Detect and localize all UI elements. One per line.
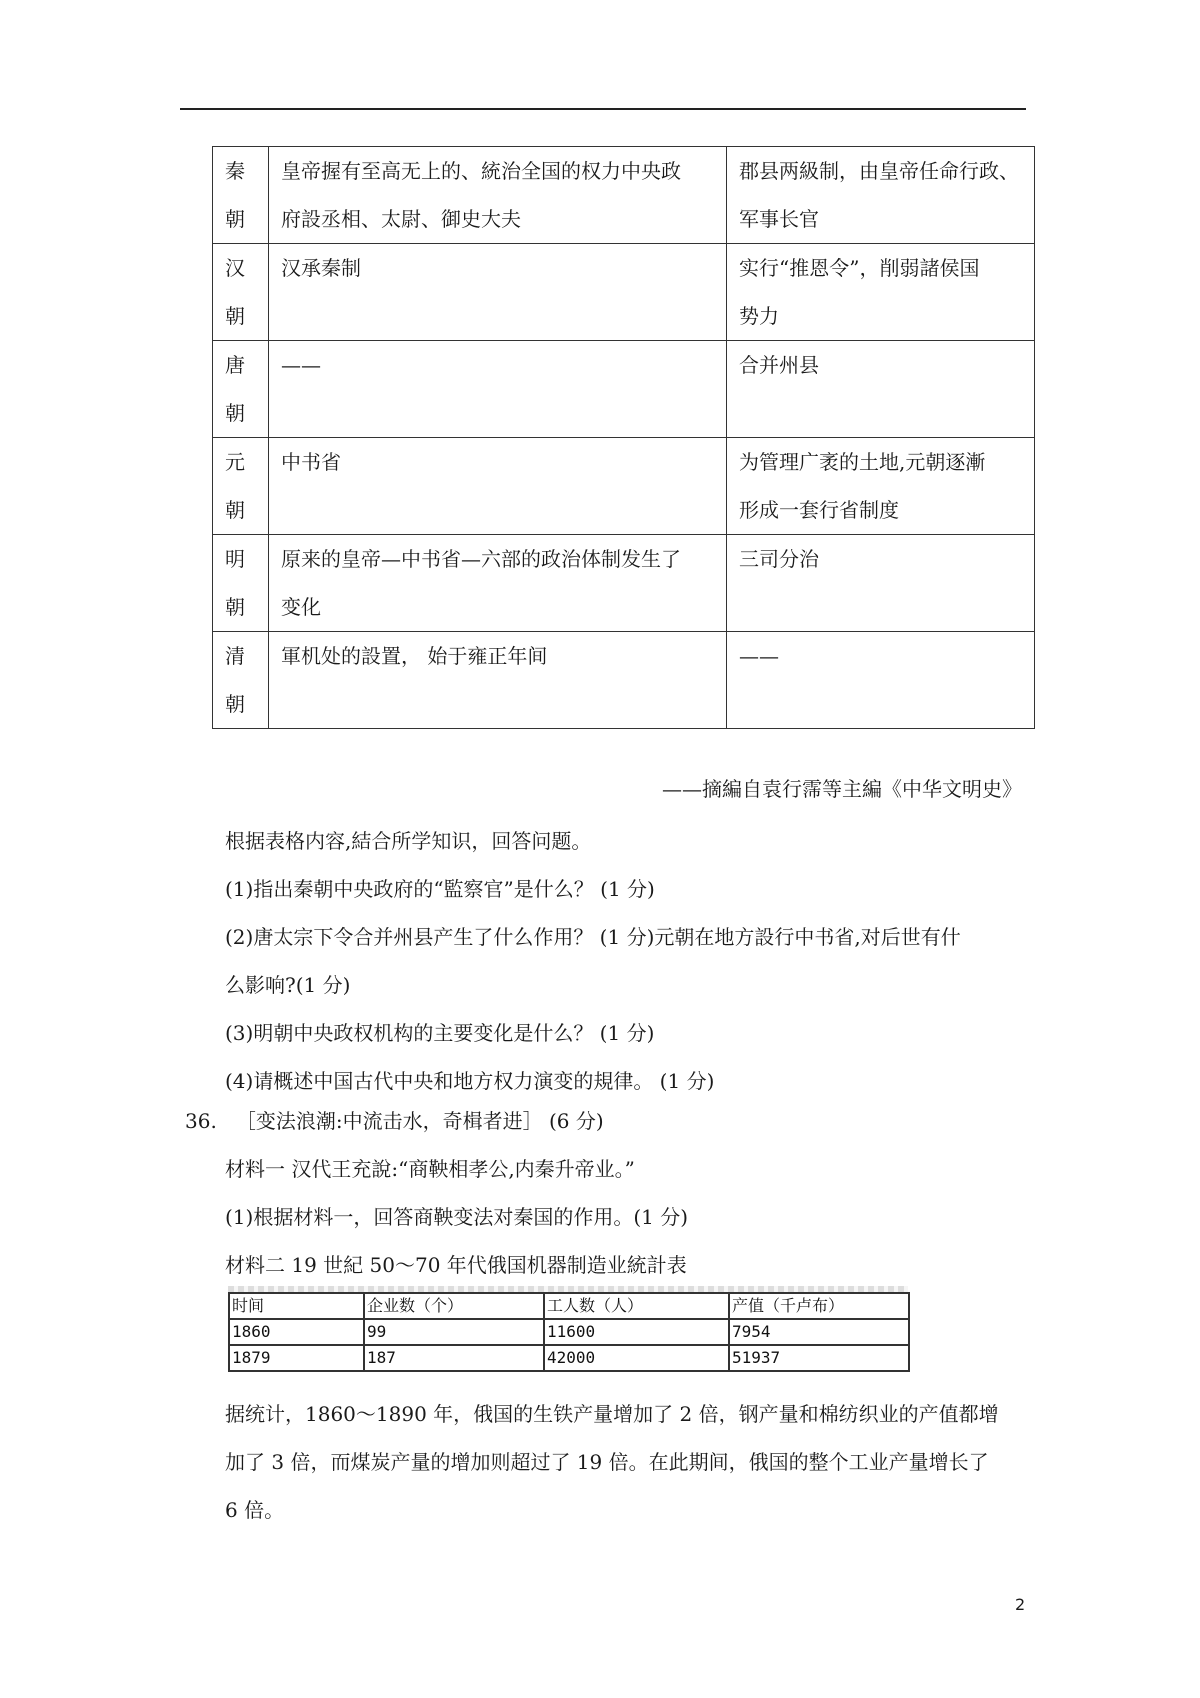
header-rule bbox=[180, 108, 1026, 110]
header-cell: 产值（千卢布） bbox=[729, 1293, 909, 1319]
local-admin-cell-line: —— bbox=[739, 644, 779, 668]
central-gov-cell-line: 府設丞相、太尉、御史大夫 bbox=[281, 207, 521, 231]
central-gov-cell-line bbox=[281, 680, 714, 728]
local-admin-cell bbox=[727, 341, 1035, 438]
local-admin-cell-line bbox=[739, 680, 1022, 728]
table-cell: 51937 bbox=[729, 1345, 909, 1371]
dynasty-cell-line: 清 bbox=[225, 644, 245, 668]
central-gov-cell-line: 原来的皇帝—中书省—六部的政治体制发生了 bbox=[281, 547, 681, 571]
local-admin-cell bbox=[727, 535, 1035, 632]
local-admin-cell bbox=[727, 244, 1035, 341]
central-gov-cell bbox=[269, 632, 727, 729]
question-36-1: (1)根据材料一，回答商鞅变法对秦国的作用。(1 分) bbox=[225, 1205, 689, 1229]
dynasty-cell-line: 朝 bbox=[225, 692, 245, 716]
table-cell: 99 bbox=[364, 1319, 544, 1345]
table-row bbox=[213, 244, 1035, 341]
central-gov-cell-line: 变化 bbox=[281, 595, 321, 619]
dynasty-cell-line: 朝 bbox=[225, 401, 245, 425]
dynasty-cell-line: 汉 bbox=[225, 256, 245, 280]
table-cell: 1879 bbox=[229, 1345, 364, 1371]
central-gov-cell-line bbox=[281, 389, 714, 437]
stats-line-1: 据统计，1860～1890 年，俄国的生铁产量增加了 2 倍，钢产量和棉纺织业的产值都增 bbox=[225, 1402, 999, 1426]
dynasty-cell-line: 朝 bbox=[225, 207, 245, 231]
table-cell: 1860 bbox=[229, 1319, 364, 1345]
table-cell: 187 bbox=[364, 1345, 544, 1371]
table-row bbox=[213, 632, 1035, 729]
dynasty-cell bbox=[213, 244, 269, 341]
local-admin-cell-line: 军事长官 bbox=[739, 207, 819, 231]
local-admin-cell-line bbox=[739, 583, 1022, 631]
dynasty-cell bbox=[213, 438, 269, 535]
local-admin-cell-line: 合并州县 bbox=[739, 353, 819, 377]
question-36-number: 36. bbox=[185, 1109, 217, 1133]
central-gov-cell-line bbox=[281, 486, 714, 534]
local-admin-cell-line: 势力 bbox=[739, 304, 779, 328]
table-row bbox=[213, 147, 1035, 244]
dynasty-cell-line: 元 bbox=[225, 450, 245, 474]
local-admin-cell-line bbox=[739, 389, 1022, 437]
table-row bbox=[213, 535, 1035, 632]
table-cell: 42000 bbox=[544, 1345, 729, 1371]
question-1: (1)指出秦朝中央政府的“監察官”是什么？ (1 分) bbox=[225, 877, 655, 901]
dynasty-cell bbox=[213, 147, 269, 244]
dynasty-cell-line: 明 bbox=[225, 547, 245, 571]
central-gov-cell bbox=[269, 147, 727, 244]
table-cell: 11600 bbox=[544, 1319, 729, 1345]
question-36-title: ［变法浪潮:中流击水，奇楫者进］ (6 分) bbox=[235, 1109, 604, 1133]
dynasty-table bbox=[212, 146, 1035, 729]
instructions: 根据表格内容,結合所学知识，回答问题。 bbox=[225, 829, 592, 853]
source-citation: ——摘編自袁行霈等主編《中华文明史》 bbox=[662, 777, 1022, 801]
question-4: (4)请概述中国古代中央和地方权力演变的規律。 (1 分) bbox=[225, 1069, 715, 1093]
question-36-heading bbox=[185, 1097, 604, 1145]
central-gov-cell bbox=[269, 244, 727, 341]
question-2-cont: 么影响?(1 分) bbox=[225, 973, 351, 997]
local-admin-cell bbox=[727, 438, 1035, 535]
russia-industry-table bbox=[228, 1292, 910, 1372]
dynasty-cell bbox=[213, 341, 269, 438]
local-admin-cell-line: 形成一套行省制度 bbox=[739, 498, 899, 522]
stats-line-2: 加了 3 倍，而煤炭产量的增加则超过了 19 倍。在此期间，俄国的整个工业产量增长了 bbox=[225, 1450, 989, 1474]
dynasty-cell-line: 朝 bbox=[225, 498, 245, 522]
local-admin-cell-line: 实行“推恩令”，削弱諸侯国 bbox=[739, 256, 980, 280]
material-1: 材料一 汉代王充說:“商鞅相孝公,内秦升帝业。” bbox=[225, 1157, 635, 1181]
table-cell: 7954 bbox=[729, 1319, 909, 1345]
local-admin-cell-line: 为管理广袤的土地,元朝逐漸 bbox=[739, 450, 986, 474]
table-row bbox=[229, 1345, 909, 1371]
table-row bbox=[229, 1319, 909, 1345]
central-gov-cell-line: 軍机处的設置， 始于雍正年间 bbox=[281, 644, 548, 668]
dynasty-cell bbox=[213, 535, 269, 632]
central-gov-cell bbox=[269, 535, 727, 632]
header-cell: 企业数（个） bbox=[364, 1293, 544, 1319]
dynasty-cell-line: 唐 bbox=[225, 353, 245, 377]
table-row bbox=[213, 341, 1035, 438]
local-admin-cell-line: 三司分治 bbox=[739, 547, 819, 571]
table-row bbox=[213, 438, 1035, 535]
header-cell: 工人数（人） bbox=[544, 1293, 729, 1319]
central-gov-cell-line bbox=[281, 292, 714, 340]
dynasty-cell-line: 朝 bbox=[225, 595, 245, 619]
central-gov-cell-line: 皇帝握有至高无上的、統治全国的权力中央政 bbox=[281, 159, 681, 183]
local-admin-cell bbox=[727, 147, 1035, 244]
material-2-title: 材料二 19 世紀 50～70 年代俄国机器制造业統計表 bbox=[225, 1253, 687, 1277]
local-admin-cell-line: 郡县两級制，由皇帝任命行政、 bbox=[739, 159, 1019, 183]
question-3: (3)明朝中央政权机构的主要变化是什么？ (1 分) bbox=[225, 1021, 655, 1045]
central-gov-cell-line: 中书省 bbox=[281, 450, 341, 474]
russia-table-header-row bbox=[229, 1293, 909, 1319]
central-gov-cell bbox=[269, 438, 727, 535]
stats-line-3: 6 倍。 bbox=[225, 1498, 285, 1522]
header-cell: 时间 bbox=[229, 1293, 364, 1319]
dynasty-cell bbox=[213, 632, 269, 729]
page-number: 2 bbox=[1015, 1595, 1026, 1614]
dynasty-cell-line: 秦 bbox=[225, 159, 245, 183]
central-gov-cell bbox=[269, 341, 727, 438]
local-admin-cell bbox=[727, 632, 1035, 729]
central-gov-cell-line: —— bbox=[281, 353, 321, 377]
dynasty-cell-line: 朝 bbox=[225, 304, 245, 328]
question-2: (2)唐太宗下令合并州县产生了什么作用？ (1 分)元朝在地方設行中书省,对后世有什 bbox=[225, 925, 961, 949]
central-gov-cell-line: 汉承秦制 bbox=[281, 256, 361, 280]
